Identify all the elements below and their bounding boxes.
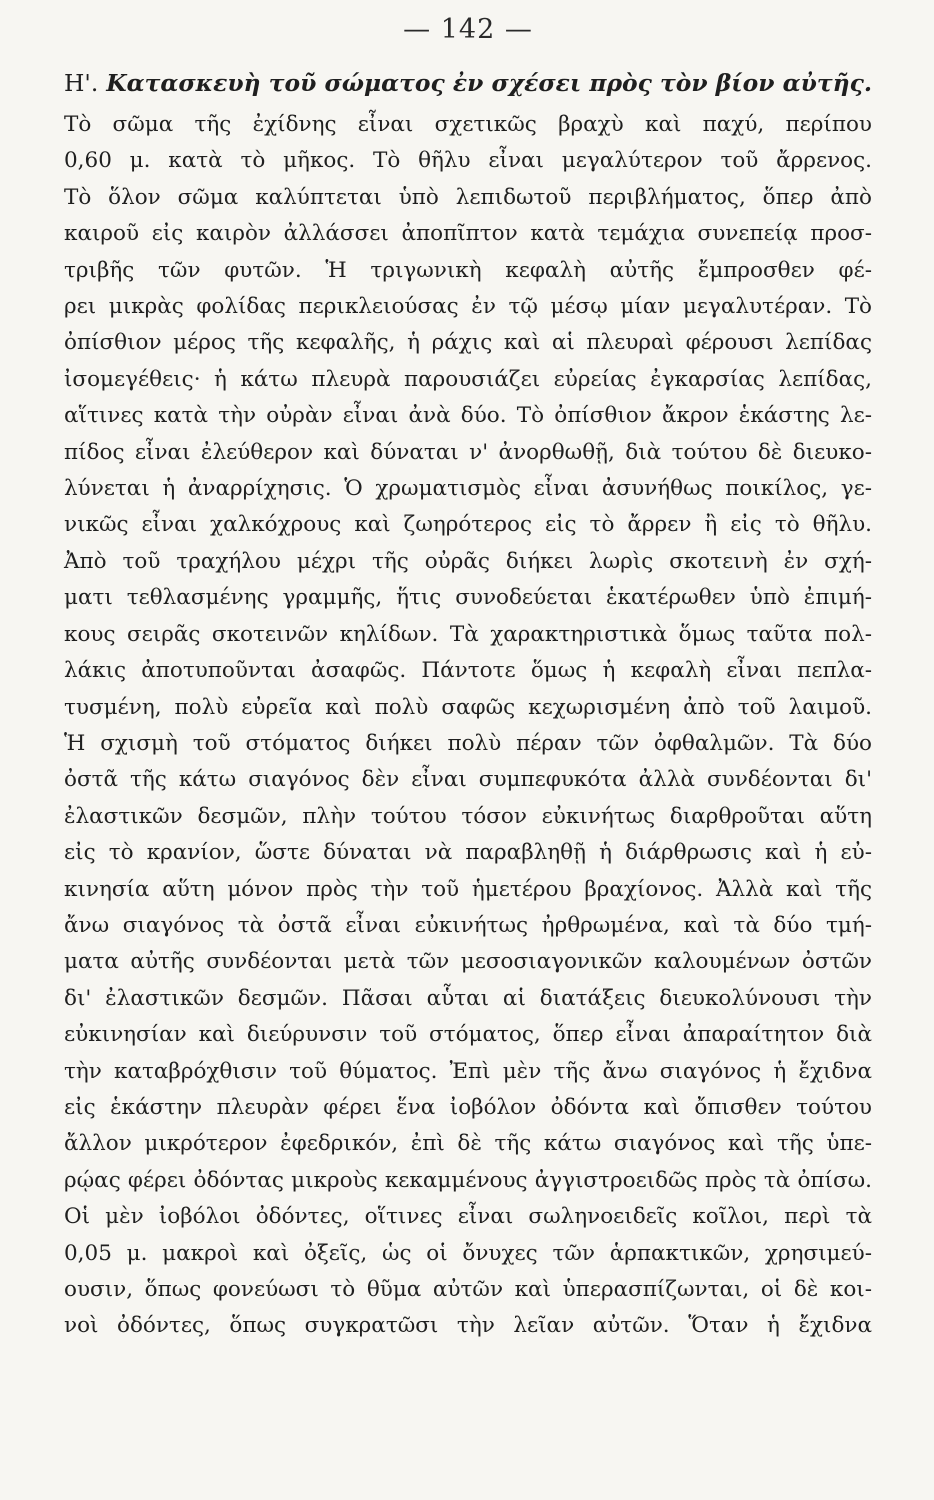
section-title: Κατασκευὴ τοῦ σώματος ἐν σχέσει πρὸς τὸν βίον αὐτῆς. — [106, 69, 872, 97]
text-line: εἰς τὸ κρανίον, ὥστε δύναται νὰ παραβληθῇ ἡ διάρθρωσις καὶ ἡ εὐ- — [64, 840, 872, 866]
text-line: ἄλλον μικρότερον ἐφεδρικόν, ἐπὶ δὲ τῆς κάτω σιαγόνος καὶ τῆς ὑπε- — [64, 1131, 872, 1157]
text-line: νικῶς εἶναι χαλκόχρους καὶ ζωηρότερος εἰς τὸ ἄρρεν ἢ εἰς τὸ θῆλυ. — [64, 512, 872, 538]
text-line: πίδος εἶναι ἐλεύθερον καὶ δύναται ν' ἀνορθωθῇ, διὰ τούτου δὲ διευκο- — [64, 439, 872, 465]
section-number: H'. — [64, 69, 99, 97]
text-line: κινησία αὕτη μόνον πρὸς τὴν τοῦ ἡμετέρου βραχίονος. Ἀλλὰ καὶ τῆς — [64, 876, 872, 902]
text-line: δι' ἐλαστικῶν δεσμῶν. Πᾶσαι αὗται αἱ διατάξεις διευκολύνουσι τὴν — [64, 985, 872, 1011]
text-line: Τὸ σῶμα τῆς ἐχίδνης εἶναι σχετικῶς βραχὺ καὶ παχύ, περίπου — [64, 112, 872, 137]
text-line: ἄνω σιαγόνος τὰ ὀστᾶ εἶναι εὐκινήτως ἠρθρωμένα, καὶ τὰ δύο τμή- — [64, 912, 872, 938]
text-line: νοὶ ὀδόντες, ὅπως συγκρατῶσι τὴν λεῖαν αὐτῶν. Ὅταν ἡ ἔχιδνα — [64, 1313, 872, 1339]
text-line: Ἀπὸ τοῦ τραχήλου μέχρι τῆς οὐρᾶς διήκει λωρὶς σκοτεινὴ ἐν σχή- — [64, 548, 872, 574]
text-line: ρῴας φέρει ὀδόντας μικροὺς κεκαμμένους ἀγγιστροειδῶς πρὸς τὰ ὀπίσω. — [64, 1167, 872, 1193]
text-line: 0,05 μ. μακροὶ καὶ ὀξεῖς, ὡς οἱ ὄνυχες τῶν ἁρπακτικῶν, χρησιμεύ- — [64, 1240, 872, 1266]
text-line: κους σειρᾶς σκοτεινῶν κηλίδων. Τὰ χαρακτηριστικὰ ὅμως ταῦτα πολ- — [64, 621, 872, 647]
text-line: εὐκινησίαν καὶ διεύρυνσιν τοῦ στόματος, ὅπερ εἶναι ἀπαραίτητον διὰ — [64, 1022, 872, 1048]
text-line: ρει μικρὰς φολίδας περικλειούσας ἐν τῷ μέσῳ μίαν μεγαλυτέραν. Τὸ — [64, 294, 872, 320]
text-line: ουσιν, ὅπως φονεύωσι τὸ θῦμα αὐτῶν καὶ ὑπερασπίζωνται, οἱ δὲ κοι- — [64, 1277, 872, 1302]
text-line: Ἡ σχισμὴ τοῦ στόματος διήκει πολὺ πέραν τῶν ὀφθαλμῶν. Τὰ δύο — [64, 730, 872, 756]
text-line: 0,60 μ. κατὰ τὸ μῆκος. Τὸ θῆλυ εἶναι μεγαλύτερον τοῦ ἄρρενος. — [64, 148, 872, 174]
text-line: ὀπίσθιον μέρος τῆς κεφαλῆς, ἡ ράχις καὶ αἱ πλευραὶ φέρουσι λεπίδας — [64, 330, 872, 356]
text-line: καιροῦ εἰς καιρὸν ἀλλάσσει ἀποπῖπτον κατὰ τεμάχια συνεπείᾳ προσ- — [64, 221, 872, 247]
text-line: ματι τεθλασμένης γραμμῆς, ἥτις συνοδεύεται ἑκατέρωθεν ὑπὸ ἐπιμή- — [64, 585, 872, 611]
text-line: ἰσομεγέθεις· ἡ κάτω πλευρὰ παρουσιάζει εὐρείας ἐγκαρσίας λεπίδας, — [64, 366, 872, 392]
page-number: — 142 — — [403, 14, 533, 45]
section-heading — [64, 65, 872, 101]
text-line: τριβῆς τῶν φυτῶν. Ἡ τριγωνικὴ κεφαλὴ αὐτῆς ἔμπροσθεν φέ- — [64, 257, 872, 283]
text-line: ἐλαστικῶν δεσμῶν, πλὴν τούτου τόσον εὐκινήτως διαρθροῦται αὕτη — [64, 803, 872, 829]
text-line: τυσμένη, πολὺ εὐρεῖα καὶ πολὺ σαφῶς κεχωρισμένη ἀπὸ τοῦ λαιμοῦ. — [64, 694, 872, 720]
text-line: ματα αὐτῆς συνδέονται μετὰ τῶν μεσοσιαγονικῶν καλουμένων ὀστῶν — [64, 949, 872, 975]
text-line: τὴν καταβρόχθισιν τοῦ θύματος. Ἐπὶ μὲν τῆς ἄνω σιαγόνος ἡ ἔχιδνα — [64, 1058, 872, 1084]
body-text — [64, 107, 872, 1345]
text-line: Τὸ ὅλον σῶμα καλύπτεται ὑπὸ λεπιδωτοῦ περιβλήματος, ὅπερ ἀπὸ — [64, 184, 872, 210]
text-line: αἵτινες κατὰ τὴν οὐρὰν εἶναι ἀνὰ δύο. Τὸ ὀπίσθιον ἄκρον ἑκάστης λε- — [64, 403, 872, 429]
text-line: Οἱ μὲν ἰοβόλοι ὀδόντες, οἵτινες εἶναι σωληνοειδεῖς κοῖλοι, περὶ τὰ — [64, 1204, 872, 1230]
text-line: ὀστᾶ τῆς κάτω σιαγόνος δὲν εἶναι συμπεφυκότα ἀλλὰ συνδέονται δι' — [64, 767, 872, 793]
text-line: λάκις ἀποτυποῦνται ἀσαφῶς. Πάντοτε ὅμως ἡ κεφαλὴ εἶναι πεπλα- — [64, 658, 872, 684]
text-line: εἰς ἑκάστην πλευρὰν φέρει ἕνα ἰοβόλον ὀδόντα καὶ ὄπισθεν τούτου — [64, 1094, 872, 1120]
text-line: λύνεται ἡ ἀναρρίχησις. Ὁ χρωματισμὸς εἶναι ἀσυνήθως ποικίλος, γε- — [64, 476, 872, 502]
